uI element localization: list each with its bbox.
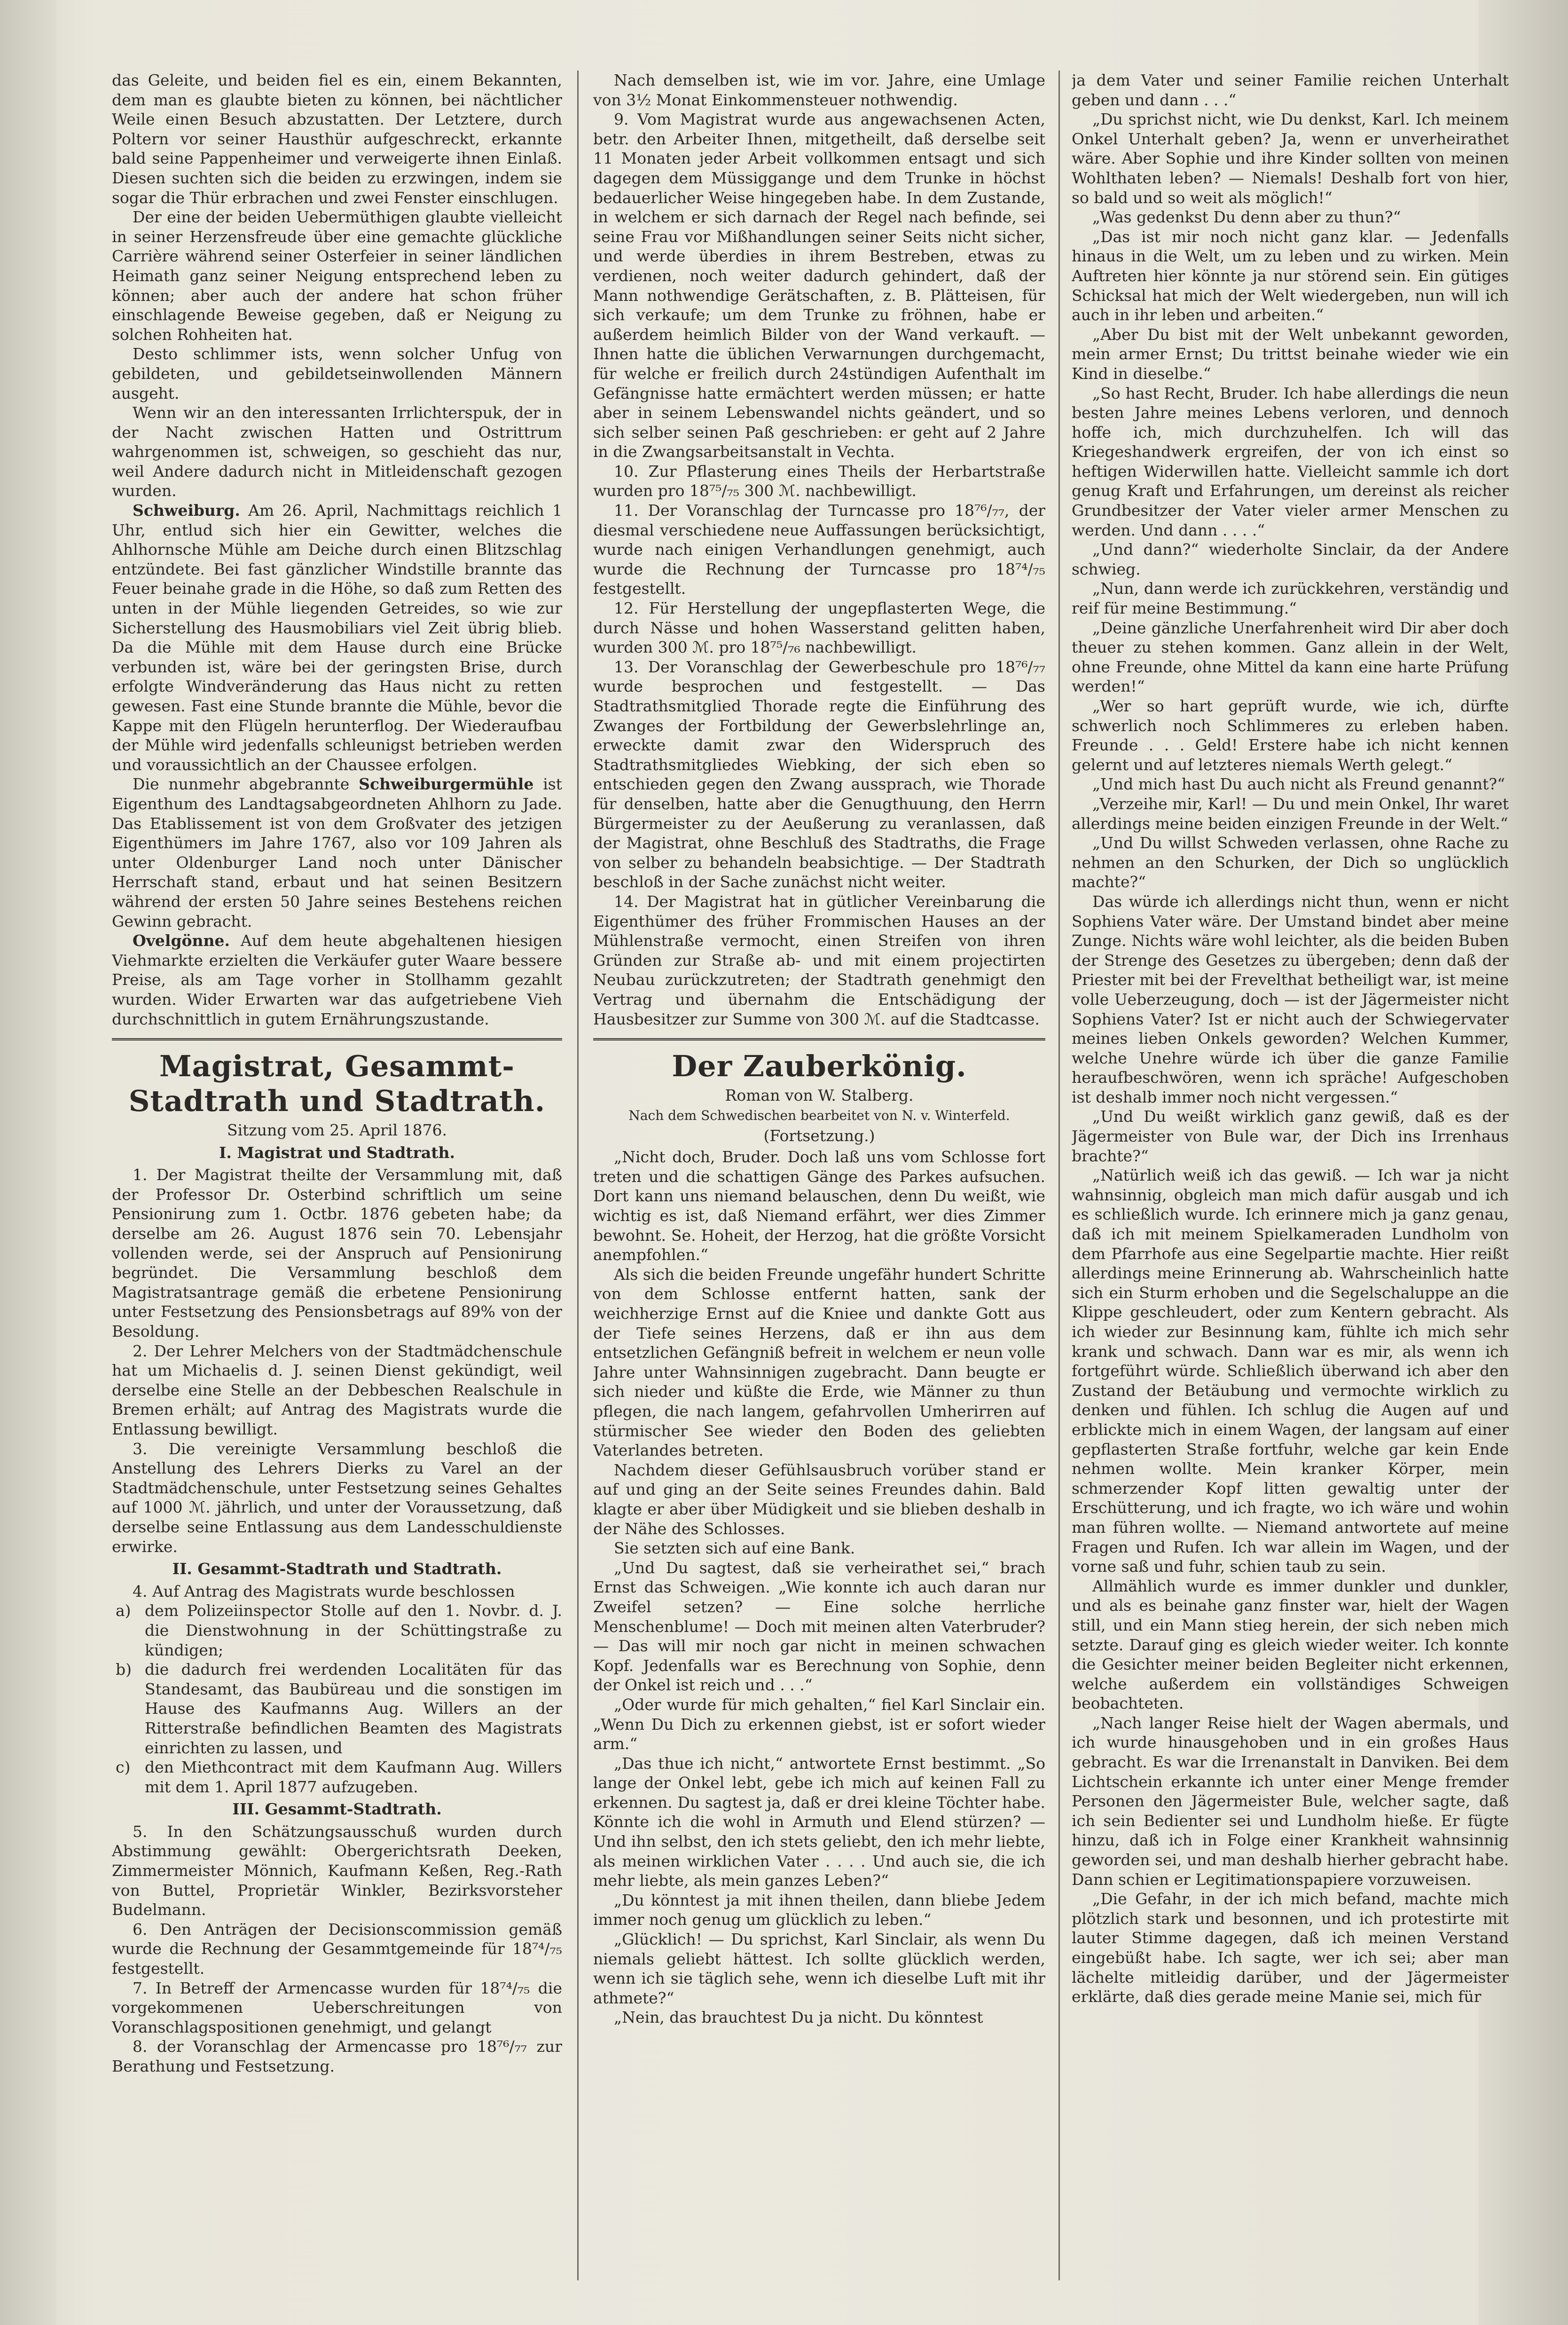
minutes-item: 5. In den Schätzungsausschuß wurden durch Abstimmung gewählt: Obergerichtsrath Deeken, Zimmermeister Mönnich, Kaufmann Keßen, Reg.-Rath von Buttel, Proprietär Winkler, Bezirksvorsteher Budelmann.	[112, 1822, 562, 1919]
news-item-ovelgoenne: Ovelgönne. Auf dem heute abgehaltenen hiesigen Viehmarkte erzielten die Verkäufer guter Waare bessere Preise, als am Tage vorher in Stollhamm gezahlt wurden. Wider Erwarten war das aufgetriebene Vieh durchschnittlich in gutem Ernährungszustande.	[112, 931, 562, 1028]
novel-paragraph: Nachdem dieser Gefühlsausbruch vorüber stand er auf und ging an der Seite seines Freundes dahin. Bald klagte er aber über Müdigkeit und sie blieben deshalb in der Nähe des Schlosses.	[593, 1460, 1045, 1538]
novel-paragraph: „Die Gefahr, in der ich mich befand, machte mich plötzlich stark und besonnen, und ich protestirte mit lauter Stimme dagegen, daß ich meinen Verstand eingebüßt habe. Ich sagte, wer ich sei; aber man lächelte mitleidig darüber, und der Jägermeister erklärte, daß dies gerade meine Manie sei, mich für	[1072, 1890, 1509, 2006]
news-item-schweiburg: Schweiburg. Am 26. April, Nachmittags reichlich 1 Uhr, entlud sich hier ein Gewitter, welches die Ahlhornsche Mühle am Deiche durch einen Blitzschlag entzündete. Bei fast gänzlicher Windstille brannte das Feuer beinahe grade in die Höhe, so daß zum Retten des unten in der Mühle liegenden Getreides, so wie zur Sicherstellung des Hausmobiliars viel Zeit übrig blieb. Da die Mühle mit dem Hause durch eine Brücke verbunden ist, wäre bei der geringsten Brise, durch erfolgte Windveränderung das Haus nicht zu retten gewesen. Fast eine Stunde brannte die Mühle, bevor die Kappe mit den Flügeln herunterflog. Der Wiederaufbau der Mühle wird jedenfalls schleunigst betrieben werden und voraussichtlich an der Chaussee erfolgen.	[112, 501, 562, 774]
subsection-heading: III. Gesammt-Stadtrath.	[232, 1800, 442, 1819]
section-title-magistrat: Magistrat, Gesammt-Stadtrath und Stadtrath.	[128, 1049, 546, 1119]
novel-paragraph: „Nun, dann werde ich zurückkehren, verständig und reif für meine Bestimmung.“	[1072, 579, 1509, 618]
novel-paragraph: ja dem Vater und seiner Familie reichen Unterhalt geben und dann . . .“	[1072, 71, 1509, 109]
column-1	[112, 71, 562, 2271]
novel-paragraph: „Und mich hast Du auch nicht als Freund genannt?“	[1092, 775, 1505, 794]
novel-paragraph: „Verzeihe mir, Karl! — Du und mein Onkel, Ihr waret allerdings meine beiden einzigen Freunde in der Welt.“	[1072, 794, 1509, 833]
news-item-muehle: Die nunmehr abgebrannte Schweiburgermühle ist Eigenthum des Landtagsabgeordneten Ahlhorn zu Jade. Das Etablissement ist von dem Großvater des jetzigen Eigenthümers im Jahre 1767, also vor 109 Jahren als unter Oldenburger Land noch unter Dänischer Herrschaft stand, erbaut und hat seinen Besitzern während der ersten 50 Jahre seines Bestehens reichen Gewinn gebracht.	[112, 775, 562, 930]
article-paragraph: das Geleite, und beiden fiel es ein, einem Bekannten, dem man es glaubte bieten zu können, bei nächtlicher Weile einen Besuch abzustatten. Der Letztere, durch Poltern vor seiner Hausthür aufgeschreckt, erkannte bald seine Pappenheimer und verweigerte ihnen Einlaß. Diesen suchten sich die beiden zu erzwingen, indem sie sogar die Thür erbrachen und zwei Fenster einschlugen.	[112, 71, 562, 207]
novel-paragraph: Allmählich wurde es immer dunkler und dunkler, und als es beinahe ganz finster war, hielt der Wagen still, und ein Mann stieg herein, der sich neben mich setzte. Darauf ging es gleich wieder weiter. Ich konnte die Gesichter meiner beiden Begleiter nicht erkennen, welche außerdem ein vollständiges Schweigen beobachteten.	[1072, 1576, 1509, 1713]
minutes-item: 9. Vom Magistrat wurde aus angewachsenen Acten, betr. den Arbeiter Ihnen, mitgetheilt, daß derselbe seit 11 Monaten jeder Arbeit vollkommen entsagt und sich dagegen dem Müssiggange und dem Trunke in höchst bedauerlicher Weise hingegeben habe. In dem Zustande, in welchem er sich darnach der Regel nach befinde, sei seine Frau vor Mißhandlungen seiner Seits nicht sicher, und werde überdies in ihrem Bestreben, etwas zu verdienen, noch weiter dadurch gehindert, daß der Mann nothwendige Gerätschaften, z. B. Plätteisen, für sich verkaufe; um dem Trunke zu fröhnen, habe er außerdem heimlich Bilder von der Wand verkauft. — Ihnen hatte die üblichen Verwarnungen durchgemacht, für welche er freilich durch 24stündigen Aufenthalt im Gefängnisse hatte ermächtert werden müssen; er hatte aber in seinem Lebenswandel nichts geändert, und so sich selber seinen Paß geschrieben: er geht auf 2 Jahre in die Zwangsarbeitsanstalt in Vechta.	[593, 110, 1045, 461]
novel-paragraph: „Und Du weißt wirklich ganz gewiß, daß es der Jägermeister von Bule war, der Dich ins Irrenhaus brachte?“	[1072, 1107, 1509, 1165]
novel-paragraph: „Deine gänzliche Unerfahrenheit wird Dir aber doch theuer zu stehen kommen. Ganz allein in der Welt, ohne Freunde, ohne Mittel da kann eine harte Prüfung werden!“	[1072, 618, 1509, 696]
column-rule-2	[1058, 71, 1060, 2280]
novel-paragraph: „Nach langer Reise hielt der Wagen abermals, und ich wurde hinausgehoben und in ein großes Haus gebracht. Es war die Irrenanstalt in Danviken. Bei dem Lichtschein erkannte ich unter einer Menge fremder Personen den Jägermeister Bule, welcher sagte, daß ich sein Bedienter sei und Lundholm hieße. Er fügte hinzu, daß ich in Folge einer Krankheit wahnsinnig geworden sei, und man deshalb hierher gebracht habe. Dann schien er Legitimationspapiere vorzuweisen.	[1072, 1713, 1509, 1889]
article-paragraph: Wenn wir an den interessanten Irrlichterspuk, der in der Nacht zwischen Hatten und Ostrittrum wahrgenommen ist, schweigen, so geschieht das nur, weil Andere dadurch nicht in Mitleidenschaft gezogen wurden.	[112, 403, 562, 500]
novel-paragraph: „Und Du willst Schweden verlassen, ohne Rache zu nehmen an den Schurken, der Dich so unglücklich machte?“	[1072, 834, 1509, 891]
minutes-item: 2. Der Lehrer Melchers von der Stadtmädchenschule hat um Michaelis d. J. seinen Dienst gekündigt, weil derselbe eine Stelle an der Debbeschen Realschule in Bremen erhält; auf Antrag des Magistrats wurde die Entlassung bewilligt.	[112, 1341, 562, 1438]
minutes-item: 12. Für Herstellung der ungepflasterten Wege, die durch Nässe und hohen Wasserstand gelitten haben, wurden 300 ℳ. pro 18⁷⁵/₇₆ nachbewilligt.	[593, 599, 1045, 657]
minutes-item: 7. In Betreff der Armencasse wurden für 18⁷⁴/₇₅ die vorgekommenen Ueberschreitungen von Voranschlagspositionen genehmigt, und gelangt	[112, 1978, 562, 2036]
place-heading: Schweiburgermühle	[359, 775, 534, 794]
session-date: Sitzung vom 25. April 1876.	[227, 1121, 447, 1140]
novel-continuation: (Fortsetzung.)	[763, 1126, 875, 1145]
article-paragraph: Desto schlimmer ists, wenn solcher Unfug von gebildeten, und gebildetseinwollenden Männern ausgeht.	[112, 345, 562, 402]
novel-paragraph: „Aber Du bist mit der Welt unbekannt geworden, mein armer Ernst; Du trittst beinahe wieder wie ein Kind in dieselbe.“	[1072, 325, 1509, 383]
novel-paragraph: „Das thue ich nicht,“ antwortete Ernst bestimmt. „So lange der Onkel lebt, gebe ich mich auf keinen Fall zu erkennen. Du sagtest ja, daß er drei kleine Töchter habe. Könnte ich die wohl in Armuth und Elend stürzen? — Und ihn selbst, den ich stets geliebt, den ich mehr liebte, als meinen wirklichen Vater . . . . Und auch sie, die ich mehr liebte, als mein ganzes Leben?“	[593, 1754, 1045, 1890]
place-heading: Ovelgönne.	[133, 931, 230, 950]
subsection-heading: I. Magistrat und Stadtrath.	[219, 1143, 455, 1162]
minutes-item: 8. der Voranschlag der Armencasse pro 18⁷⁶/₇₇ zur Berathung und Festsetzung.	[112, 2037, 562, 2075]
minutes-item: 3. Die vereinigte Versammlung beschloß die Anstellung des Lehrers Dierks zu Varel an der Stadtmädchenschule, unter Festsetzung seines Gehaltes auf 1000 ℳ. jährlich, und unter der Voraussetzung, daß derselbe seine Entlassung aus dem Landesschuldienste erwirke.	[112, 1439, 562, 1556]
novel-paragraph: „Glücklich! — Du sprichst, Karl Sinclair, als wenn Du niemals geliebt hättest. Ich sollte glücklich werden, wenn ich sie täglich sehe, wenn ich dieselbe Luft mit ihr athmete?“	[593, 1930, 1045, 2007]
minutes-item: 13. Der Voranschlag der Gewerbeschule pro 18⁷⁶/₇₇ wurde besprochen und festgestellt. — Das Stadtrathsmitglied Thorade regte die Einführung des Zwanges der Fortbildung der Gewerbslehrlinge an, erweckte damit zwar den Widerspruch des Stadtrathsmitgliedes Wiebking, der sich eben so entschieden gegen den Zwang aussprach, wie Thorade für denselben, hatte aber die Genugthuung, den Herrn Bürgermeister zu der Aeußerung zu veranlassen, daß der Magistrat, ohne Beschluß des Stadtraths, die Frage von selber zu behandeln beabsichtige. — Der Stadtrath beschloß in der Sache zunächst nicht weiter.	[593, 657, 1045, 891]
novel-paragraph: „Das ist mir noch nicht ganz klar. — Jedenfalls hinaus in die Welt, um zu leben und zu wirken. Mein Auftreten hier könnte ja nur störend sein. Ein gütiges Schicksal hat mich der Welt wiedergeben, nun will ich auch in ihr leben und arbeiten.“	[1072, 227, 1509, 324]
column-2	[593, 71, 1045, 2271]
minutes-item: 10. Zur Pflasterung eines Theils der Herbartstraße wurden pro 18⁷⁵/₇₅ 300 ℳ. nachbewilligt.	[593, 462, 1045, 500]
place-heading: Schweiburg.	[133, 501, 240, 520]
novel-translator: Nach dem Schwedischen bearbeitet von N. v. Winterfeld.	[628, 1107, 1010, 1123]
novel-paragraph: „Oder wurde für mich gehalten,“ fiel Karl Sinclair ein. „Wenn Du Dich zu erkennen giebst, ist er sofort wieder arm.“	[593, 1695, 1045, 1753]
minutes-item: 11. Der Voranschlag der Turncasse pro 18⁷⁶/₇₇, der diesmal verschiedene neue Auffassungen berücksichtigt, wurde nach einigen Verhandlungen genehmigt, auch wurde die Rechnung der Turncasse pro 18⁷⁴/₇₅ festgestellt.	[593, 501, 1045, 598]
minutes-subitem: c) den Miethcontract mit dem Kaufmann Aug. Willers mit dem 1. April 1877 aufzugeben.	[116, 1758, 562, 1796]
minutes-item: 14. Der Magistrat hat in gütlicher Vereinbarung die Eigenthümer des früher Frommischen Hauses an der Mühlenstraße vermocht, einen Streifen von ihren Gründen zur Straße ab- und mit einem projectirten Neubau zurückzutreten; der Stadtrath genehmigt den Vertrag und übernahm die Entschädigung der Hausbesitzer zur Summe von 300 ℳ. auf die Stadtcasse.	[593, 892, 1045, 1028]
novel-paragraph: „Was gedenkst Du denn aber zu thun?“	[1092, 208, 1401, 227]
novel-paragraph: „Nein, das brauchtest Du ja nicht. Du könntest	[614, 2008, 983, 2027]
subsection-heading: II. Gesammt-Stadtrath und Stadtrath.	[172, 1560, 502, 1578]
section-divider	[112, 1038, 562, 1040]
minutes-subitem: b) die dadurch frei werdenden Localitäten für das Standesamt, das Baubüreau und die sonstigen im Hause des Kaufmanns Aug. Willers an der Ritterstraße befindlichen Beamten des Magistrats einrichten zu lassen, und	[116, 1660, 562, 1757]
column-3	[1072, 71, 1509, 2271]
novel-paragraph: „Nicht doch, Bruder. Doch laß uns vom Schlosse fort treten und die schattigen Gänge des Parkes aufsuchen. Dort kann uns niemand belauschen, denn Du weißt, wie wichtig es ist, daß Niemand erfährt, wer dies Zimmer bewohnt. Se. Hoheit, der Herzog, hat die größte Vorsicht anempfohlen.“	[593, 1148, 1045, 1264]
novel-paragraph: „Natürlich weiß ich das gewiß. — Ich war ja nicht wahnsinnig, obgleich man mich dafür ausgab und ich es schließlich wurde. Ich erinnere mich ja ganz genau, daß ich mit meinem Spielkameraden Lundholm von dem Pfarrhofe aus eine Segelpartie machte. Hier reißt allerdings meine Erinnerung ab. Wahrscheinlich hatte sich ein Sturm erhoben und die Segelschaluppe an die Klippe geschleudert, oder zum Kentern gebracht. Als ich wieder zur Besinnung kam, fühlte ich mich sehr krank und schwach. Dann war es mir, als wenn ich fortgeführt würde. Schließlich überwand ich aber den Zustand der Betäubung und vermochte wirklich zu denken und fühlen. Ich schlug die Augen auf und erblickte mich in einem Wagen, der langsam auf einer gepflasterten Straße fortfuhr, welche gar kein Ende nehmen wollte. Mein kranker Körper, mein schmerzender Kopf litten gewaltig unter der Erschütterung, und ich fragte, wo ich wäre und wohin man führen wollte. — Niemand antwortete auf meine Fragen und Rufen. Ich war allein im Wagen, und der vorne saß und fuhr, schien taub zu sein.	[1072, 1166, 1509, 1576]
article-paragraph: Der eine der beiden Uebermüthigen glaubte vielleicht in seiner Herzensfreude über eine gemachte glückliche Carrière während seiner Osterfeier in seiner ländlichen Heimath ganz seiner Neigung entsprechend leben zu können; aber auch der andere hat schon früher einschlagende Beweise gegeben, daß er Neigung zu solchen Rohheiten hat.	[112, 208, 562, 344]
novel-paragraph: Sie setzten sich auf eine Bank.	[614, 1539, 855, 1558]
minutes-item: 4. Auf Antrag des Magistrats wurde beschlossen	[133, 1582, 515, 1600]
minutes-item: Nach demselben ist, wie im vor. Jahre, eine Umlage von 3½ Monat Einkommensteuer nothwendig.	[593, 71, 1045, 109]
novel-paragraph: „Wer so hart geprüft wurde, wie ich, dürfte schwerlich noch Schlimmeres zu erleben haben. Freunde . . . Geld! Erstere habe ich nicht kennen gelernt und auf letzteres niemals Werth gelegt.“	[1072, 697, 1509, 774]
minutes-item: 6. Den Anträgen der Decisionscommission gemäß wurde die Rechnung der Gesammtgemeinde für 18⁷⁴/₇₅ festgestellt.	[112, 1920, 562, 1978]
novel-paragraph: Als sich die beiden Freunde ungefähr hundert Schritte von dem Schlosse entfernt hatten, sank der weichherzige Ernst auf die Kniee und dankte Gott aus der Tiefe seines Herzens, daß er ihn aus dem entsetzlichen Gefängniß befreit in welchem er neun volle Jahre unter Wahnsinnigen zugebracht. Dann beugte er sich nieder und küßte die Erde, wie Männer zu thun pflegen, die nach langem, gefahrvollen Umherirren auf stürmischer See wieder den Boden des geliebten Vaterlandes betreten.	[593, 1265, 1045, 1460]
novel-title: Der Zauberkönig.	[672, 1049, 967, 1084]
novel-paragraph: „Du könntest ja mit ihnen theilen, dann bliebe Jedem immer noch genug um glücklich zu leben.“	[593, 1891, 1045, 1929]
novel-paragraph: „So hast Recht, Bruder. Ich habe allerdings die neun besten Jahre meines Lebens verloren, und dennoch hoffe ich, mich durchzuhelfen. Ich will das Kriegeshandwerk ergreifen, der von ich einst so heftigen Widerwillen hatte. Vielleicht sammle ich dort genug Kraft und Erfahrungen, um dereinst als reicher Grundbesitzer der Vater vieler armer Menschen zu werden. Und dann . . . .“	[1072, 384, 1509, 539]
minutes-item: 1. Der Magistrat theilte der Versammlung mit, daß der Professor Dr. Osterbind schriftlich um seine Pensionirung zum 1. Octbr. 1876 gebeten habe; da derselbe am 26. August 1876 sein 70. Lebensjahr vollenden werde, sei der Anspruch auf Pensionirung begründet. Die Versammlung beschloß dem Magistratsantrage gemäß die erbetene Pensionirung unter Festsetzung des Pensionsbetrags auf 89% von der Besoldung.	[112, 1166, 562, 1341]
novel-paragraph: „Und Du sagtest, daß sie verheirathet sei,“ brach Ernst das Schweigen. „Wie konnte ich auch daran nur Zweifel setzen? — Eine solche herrliche Menschenblume! — Doch mit meinen alten Vaterbruder? — Das will mir noch gar nicht in meinen schwachen Kopf. Jedenfalls war es Berechnung von Sophie, denn der Onkel ist reich und . . .“	[593, 1558, 1045, 1694]
section-divider	[593, 1038, 1045, 1040]
novel-byline: Roman von W. Stalberg.	[725, 1086, 914, 1105]
novel-paragraph: „Du sprichst nicht, wie Du denkst, Karl. Ich meinem Onkel Unterhalt geben? Ja, wenn er unverheirathet wäre. Aber Sophie und ihre Kinder sollten von meinen Wohlthaten leben? — Niemals! Deshalb fort von hier, so bald und so weit als möglich!“	[1072, 110, 1509, 207]
scan-left-margin	[0, 0, 56, 2325]
novel-paragraph: „Und dann?“ wiederholte Sinclair, da der Andere schwieg.	[1072, 540, 1509, 578]
minutes-subitem: a) dem Polizeiinspector Stolle auf den 1. Novbr. d. J. die Dienstwohnung in der Schüttingstraße zu kündigen;	[116, 1601, 562, 1659]
novel-paragraph: Das würde ich allerdings nicht thun, wenn er nicht Sophiens Vater wäre. Der Umstand bindet aber meine Zunge. Nichts wäre wohl leichter, als die beiden Buben der Strenge des Gesetzes zu übergeben; denn daß der Priester mit bei der Frevelthat betheiligt war, ist meine volle Ueberzeugung, doch — ist der Jägermeister nicht Sophiens Vater? Ist er nicht auch der Schwiegervater meines lieben Onkels geworden? Welchen Kummer, welche Unehre würde ich über die ganze Familie heraufbeschwören, wenn ich spräche! Aufgeschoben ist deshalb immer noch nicht vergessen.“	[1072, 892, 1509, 1106]
column-rule-1	[577, 71, 579, 2280]
